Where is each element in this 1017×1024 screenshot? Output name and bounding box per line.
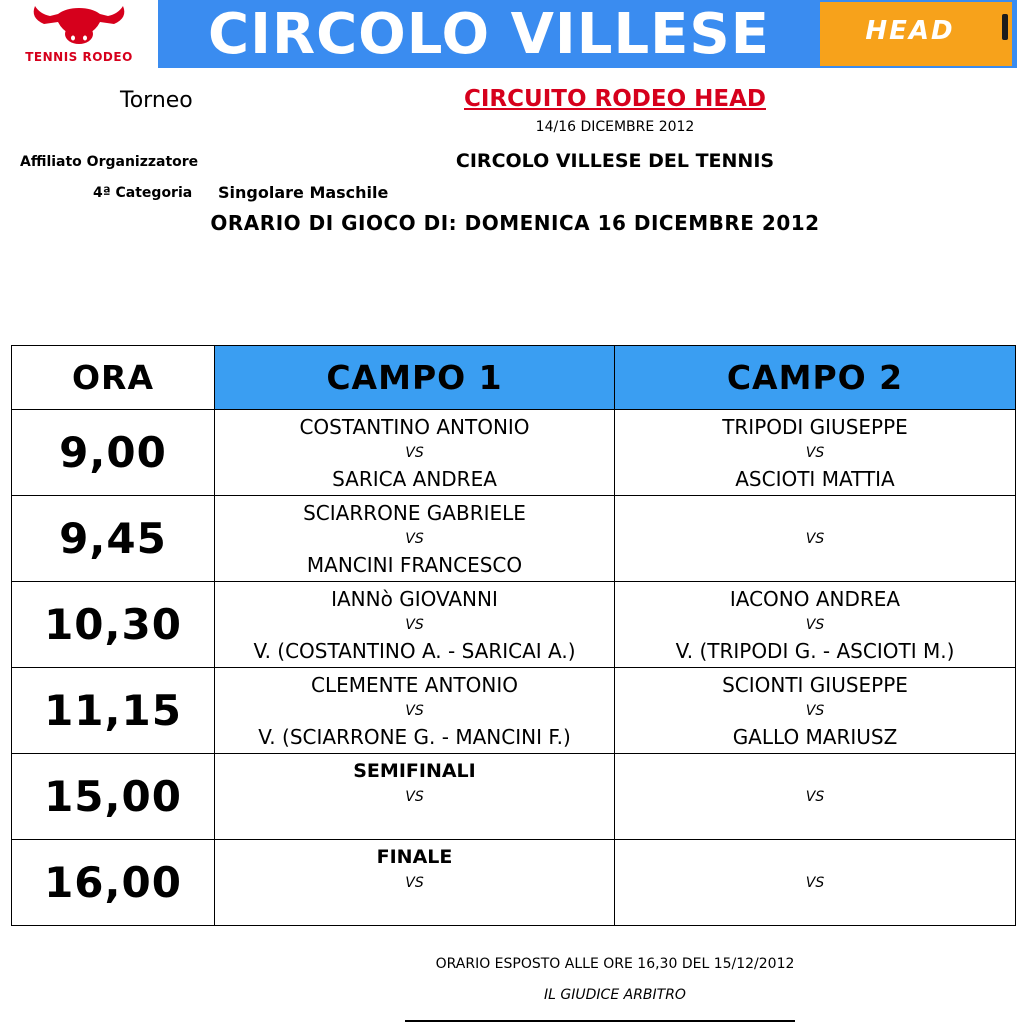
page-title: CIRCOLO VILLESE [208,2,770,67]
time-cell: 9,00 [12,410,215,496]
player-top: IACONO ANDREA [729,586,901,611]
campo-2-match [615,582,1016,668]
table-header-row [12,346,1016,410]
header-campo-2: CAMPO 2 [615,346,1016,410]
table-row [12,754,1016,840]
vs-label: VS [805,702,825,719]
sponsor-mark [1002,14,1008,40]
club-name: CIRCOLO VILLESE DEL TENNIS [455,150,775,172]
vs-label: VS [405,530,424,547]
player-bottom: ASCIOTI MATTIA [735,466,895,491]
player-bottom: GALLO MARIUSZ [732,724,898,749]
player-bottom: MANCINI FRANCESCO [306,552,523,577]
phase-label: SEMIFINALI [353,759,476,782]
referee-label: IL GIUDICE ARBITRO [544,987,686,1003]
posted-time-note: ORARIO ESPOSTO ALLE ORE 16,30 DEL 15/12/2012 [435,956,795,972]
player-bottom [215,810,614,836]
logo-label: TENNIS RODEO [25,50,133,64]
campo-1-match [215,754,615,840]
tennis-rodeo-logo [0,0,158,68]
player-top: CLEMENTE ANTONIO [310,672,518,697]
vs-label: VS [405,702,424,719]
player-top: COSTANTINO ANTONIO [299,414,530,439]
vs-label: VS [805,874,825,891]
phase-label: FINALE [376,845,453,868]
time-cell: 9,45 [12,496,215,582]
header-campo-1: CAMPO 1 [215,346,615,410]
table-row [12,582,1016,668]
table-row [12,840,1016,926]
campo-1-match [215,496,615,582]
head-logo-icon [820,2,1012,66]
player-bottom: V. (COSTANTINO A. - SARICAI A.) [253,638,576,663]
category-label: 4ª Categoria [93,185,193,201]
vs-label: VS [805,530,825,547]
campo-2-match [615,754,1016,840]
table-row [12,496,1016,582]
player-bottom: V. (SCIARRONE G. - MANCINI F.) [258,724,571,749]
campo-2-match [615,840,1016,926]
torneo-label: Torneo [120,88,193,113]
vs-label: VS [405,616,424,633]
campo-2-match [615,668,1016,754]
vs-label: VS [805,788,825,805]
player-top: TRIPODI GIUSEPPE [722,414,908,439]
vs-label: VS [805,616,825,633]
player-top: IANNò GIOVANNI [331,586,498,611]
player-bottom: V. (TRIPODI G. - ASCIOTI M.) [675,638,955,663]
campo-1-match [215,410,615,496]
affiliato-label: Affiliato Organizzatore [20,154,199,170]
bull-logo-icon [0,0,158,50]
campo-1-match [215,668,615,754]
time-cell: 15,00 [12,754,215,840]
player-bottom [215,896,614,922]
schedule-title: ORARIO DI GIOCO DI: DOMENICA 16 DICEMBRE 2012 [210,211,820,235]
campo-2-match [615,496,1016,582]
campo-1-match [215,840,615,926]
vs-label: VS [405,874,424,891]
event-type: Singolare Maschile [218,183,389,202]
player-bottom: SARICA ANDREA [332,466,497,491]
vs-label: VS [405,444,424,461]
time-cell: 16,00 [12,840,215,926]
campo-1-match [215,582,615,668]
time-cell: 10,30 [12,582,215,668]
signature-line [405,1020,795,1022]
player-top: SCIONTI GIUSEPPE [722,672,908,697]
schedule-table [11,345,1016,926]
time-cell: 11,15 [12,668,215,754]
sponsor-label: HEAD [865,16,955,46]
campo-2-match [615,410,1016,496]
table-row [12,410,1016,496]
tournament-name: CIRCUITO RODEO HEAD [464,86,766,112]
vs-label: VS [805,444,825,461]
tournament-dates: 14/16 DICEMBRE 2012 [535,119,695,135]
table-row [12,668,1016,754]
vs-label: VS [405,788,424,805]
player-top: SCIARRONE GABRIELE [303,500,526,525]
header-ora: ORA [12,346,215,410]
